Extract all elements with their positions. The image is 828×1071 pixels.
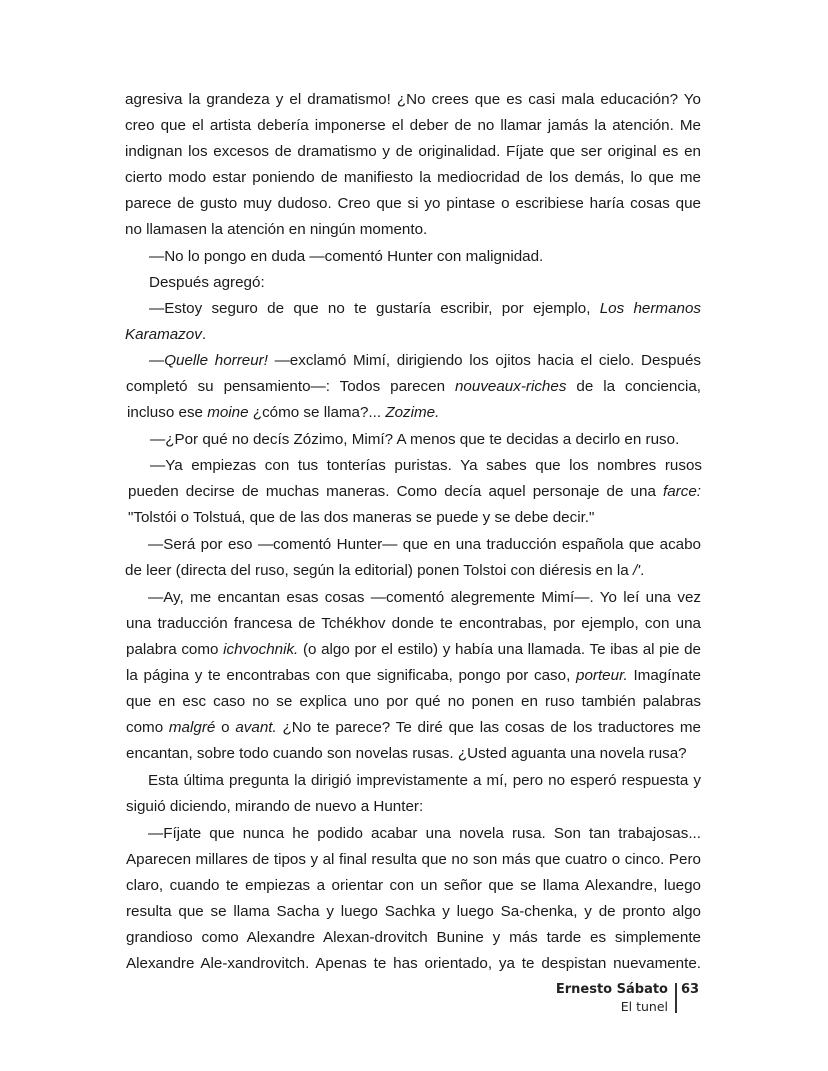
text-line — [148, 535, 701, 555]
italic-text: avant. — [235, 719, 277, 736]
text-segment: —Fíjate que nunca he podido acabar una novela rusa. Son tan trabajosas... — [148, 825, 701, 842]
text-segment: Esta última pregunta la dirigió imprevistamente a mí, pero no esperó respuesta y — [148, 772, 701, 789]
text-segment: pueden decirse de muchas maneras. Como decía aquel personaje de una — [128, 483, 664, 500]
text-segment: que en esc caso no se explica uno por qué no ponen en ruso también palabras — [126, 693, 701, 710]
text-line — [126, 928, 701, 948]
text-line — [125, 168, 701, 188]
text-segment: o — [215, 719, 236, 736]
italic-text: ichvochnik. — [223, 641, 299, 658]
text-segment: — — [149, 352, 165, 369]
text-segment: ¿No te parece? Te diré que las cosas de los traductores me — [276, 719, 702, 736]
text-segment: cierto modo estar poniendo de manifiesto la mediocridad de los demás, lo que me — [125, 169, 701, 186]
text-segment: completó su pensamiento—: Todos parecen — [126, 378, 455, 395]
italic-text: /' — [632, 562, 641, 579]
text-segment: —Ya empiezas con tus tonterías puristas. Ya sabes que los nombres rusos — [150, 457, 702, 474]
text-line — [125, 561, 644, 581]
text-segment: creo que el artista debería imponerse el deber de no llamar jamás la atención. Me — [125, 117, 701, 134]
text-segment: —¿Por qué no decís Zózimo, Mimí? A menos que te decidas a decirlo en ruso. — [150, 431, 680, 448]
footer-divider — [675, 983, 677, 1013]
text-segment: —Ay, me encantan esas cosas —comentó alegremente Mimí—. Yo leí una vez — [148, 589, 701, 606]
text-line — [125, 194, 701, 214]
text-segment: Alexandre Ale-xandrovitch. Apenas te has orientado, ya te despistan nuevamente. — [126, 955, 701, 972]
text-line — [125, 90, 701, 110]
text-segment: (o algo por el estilo) y había una llamada. Te ibas al pie de — [298, 641, 702, 658]
text-line — [126, 902, 701, 922]
text-line — [126, 640, 701, 660]
text-segment: claro, cuando te empiezas a orientar con un señor que se llama Alexandre, luego — [126, 877, 701, 894]
text-line — [125, 142, 701, 162]
italic-text: nouveaux-riches — [454, 378, 567, 395]
text-segment: una traducción francesa de Tchékhov donde te encontrabas, por ejemplo, con una — [126, 615, 701, 632]
text-segment: encantan, sobre todo cuando son novelas rusas. ¿Usted aguanta una novela rusa? — [126, 745, 687, 762]
text-line — [125, 220, 427, 240]
text-line — [148, 771, 701, 791]
text-line — [149, 247, 543, 267]
text-segment: la página y te encontrabas con que significaba, pongo por caso, — [126, 667, 576, 684]
text-line — [126, 797, 423, 817]
italic-text: malgré — [168, 719, 216, 736]
text-line — [126, 614, 701, 634]
italic-text: Zozime. — [385, 404, 440, 421]
text-line — [150, 430, 679, 450]
text-segment: incluso ese — [127, 404, 208, 421]
italic-text: Karamazov — [125, 326, 202, 343]
text-segment: no llamasen la atención en ningún momento. — [125, 221, 428, 238]
text-segment: parece de gusto muy dudoso. Creo que si yo pintase o escribiese haría cosas que — [125, 195, 701, 212]
text-line — [126, 666, 701, 686]
text-segment: —Estoy seguro de que no te gustaría escribir, por ejemplo, — [149, 300, 600, 317]
text-segment: Imagínate — [627, 667, 701, 684]
text-segment: de leer (directa del ruso, según la editorial) ponen Tolstoi con diéresis en la — [125, 562, 633, 579]
italic-text: Los hermanos — [599, 300, 701, 317]
page-number: 63 — [681, 982, 700, 997]
text-segment: indignan los excesos de dramatismo y de originalidad. Fíjate que ser original es en — [125, 143, 701, 160]
text-segment: —No lo pongo en duda —comentó Hunter con malignidad. — [149, 248, 544, 265]
text-line — [126, 876, 701, 896]
text-line — [128, 508, 594, 528]
text-line — [149, 351, 701, 371]
text-line — [126, 744, 687, 764]
footer-author: Ernesto Sábato — [555, 982, 668, 997]
text-segment: grandioso como Alexandre Alexan-drovitch Bunine y más tarde es simplemente — [126, 929, 701, 946]
italic-text: Quelle horreur! — [164, 352, 268, 369]
text-segment: resulta que se llama Sacha y luego Sachka y luego Sa-chenka, y de pronto algo — [126, 903, 701, 920]
text-segment: ¿cómo se llama?... — [248, 404, 386, 421]
text-segment: —exclamó Mimí, dirigiendo los ojitos hacia el cielo. Después — [267, 352, 701, 369]
text-line — [126, 850, 701, 870]
text-segment: . — [640, 562, 645, 579]
text-line — [149, 299, 701, 319]
text-line — [149, 273, 265, 293]
text-segment: como — [126, 719, 169, 736]
text-line — [148, 824, 701, 844]
italic-text: moine — [207, 404, 249, 421]
italic-text: porteur. — [576, 667, 628, 684]
text-segment: Aparecen millares de tipos y al final resulta que no son más que cuatro o cinco. Pero — [126, 851, 701, 868]
italic-text: farce: — [663, 483, 701, 500]
text-line — [126, 954, 701, 974]
text-segment: Después agregó: — [149, 274, 265, 291]
text-line — [126, 692, 701, 712]
text-line — [148, 588, 701, 608]
text-line — [126, 377, 701, 397]
text-segment: . — [201, 326, 207, 343]
footer-book-title: El tunel — [620, 999, 668, 1014]
text-segment: palabra como — [126, 641, 224, 658]
text-segment: —Será por eso —comentó Hunter— que en una traducción española que acabo — [148, 536, 701, 553]
text-segment: de la conciencia, — [566, 378, 701, 395]
text-segment: "Tolstói o Tolstuá, que de las dos maneras se puede y se debe decir." — [128, 509, 595, 526]
text-line — [125, 325, 206, 345]
text-line — [150, 456, 702, 476]
text-line — [126, 718, 701, 738]
text-segment: siguió diciendo, mirando de nuevo a Hunter: — [126, 798, 424, 815]
text-line — [128, 482, 701, 502]
text-line — [127, 403, 439, 423]
text-line — [125, 116, 701, 136]
text-segment: agresiva la grandeza y el dramatismo! ¿No crees que es casi mala educación? Yo — [125, 91, 701, 108]
